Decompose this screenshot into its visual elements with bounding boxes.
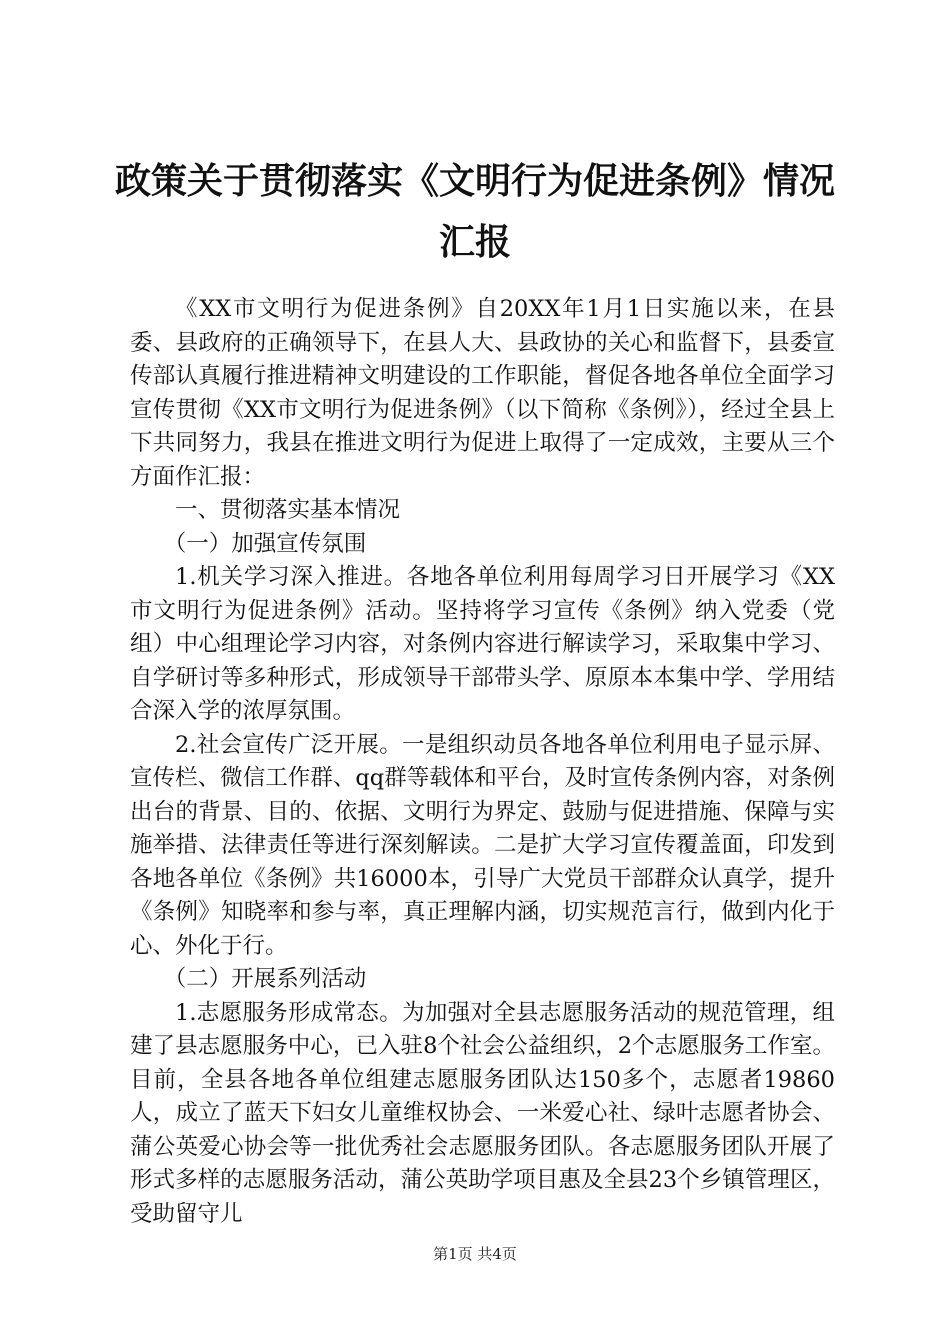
body-paragraph: 2.社会宣传广泛开展。一是组织动员各地各单位利用电子显示屏、宣传栏、微信工作群、qq群等载体和平台，及时宣传条例内容，对条例出台的背景、目的、依据、文明行为界定、鼓励与促进措施、保障与实施举措、法律责任等进行深刻解读。二是扩大学习宣传覆盖面，印发到各地各单位《条例》共16000本，引导广大党员干部群众认真学，提升《条例》知晓率和参与率，真正理解内涵，切实规范言行，做到内化于心、外化于行。 (130, 731, 835, 959)
body-paragraph: 1.机关学习深入推进。各地各单位利用每周学习日开展学习《XX市文明行为促进条例》活动。坚持将学习宣传《条例》纳入党委（党组）中心组理论学习内容，对条例内容进行解读学习，采取集中学习、自学研讨等多种形式，形成领导干部带头学、原原本本集中学、学用结合深入学的浓厚氛围。 (130, 564, 835, 724)
document-title-line-2: 汇报 (438, 221, 511, 263)
subsection-heading-2: （二）开展系列活动 (163, 966, 367, 992)
page-footer: 第1页 共4页 (433, 1245, 517, 1263)
subsection-heading-1: （一）加强宣传氛围 (163, 530, 367, 557)
body-paragraph: 1.志愿服务形成常态。为加强对全县志愿服务活动的规范管理，组建了县志愿服务中心，已入驻8个社会公益组织，2个志愿服务工作室。目前，全县各地各单位组建志愿服务团队达150多个，志愿者19860人，成立了蓝天下妇女儿童维权协会、一米爱心社、绿叶志愿者协会、蒲公英爱心协会等一批优秀社会志愿服务团队。各志愿服务团队开展了形式多样的志愿服务活动，蒲公英助学项目惠及全县23个乡镇管理区，受助留守儿 (130, 999, 835, 1227)
document-body (130, 293, 835, 1231)
document-title-line-1: 政策关于贯彻落实《文明行为促进条例》情况 (114, 160, 835, 202)
intro-paragraph: 《XX市文明行为促进条例》自20XX年1月1日实施以来，在县委、县政府的正确领导下，在县人大、县政协的关心和监督下，县委宣传部认真履行推进精神文明建设的工作职能，督促各地各单位全面学习宣传贯彻《XX市文明行为促进条例》（以下简称《条例》），经过全县上下共同努力，我县在推进文明行为促进上取得了一定成效，主要从三个方面作汇报： (130, 296, 835, 490)
section-heading-1: 一、贯彻落实基本情况 (175, 497, 401, 523)
